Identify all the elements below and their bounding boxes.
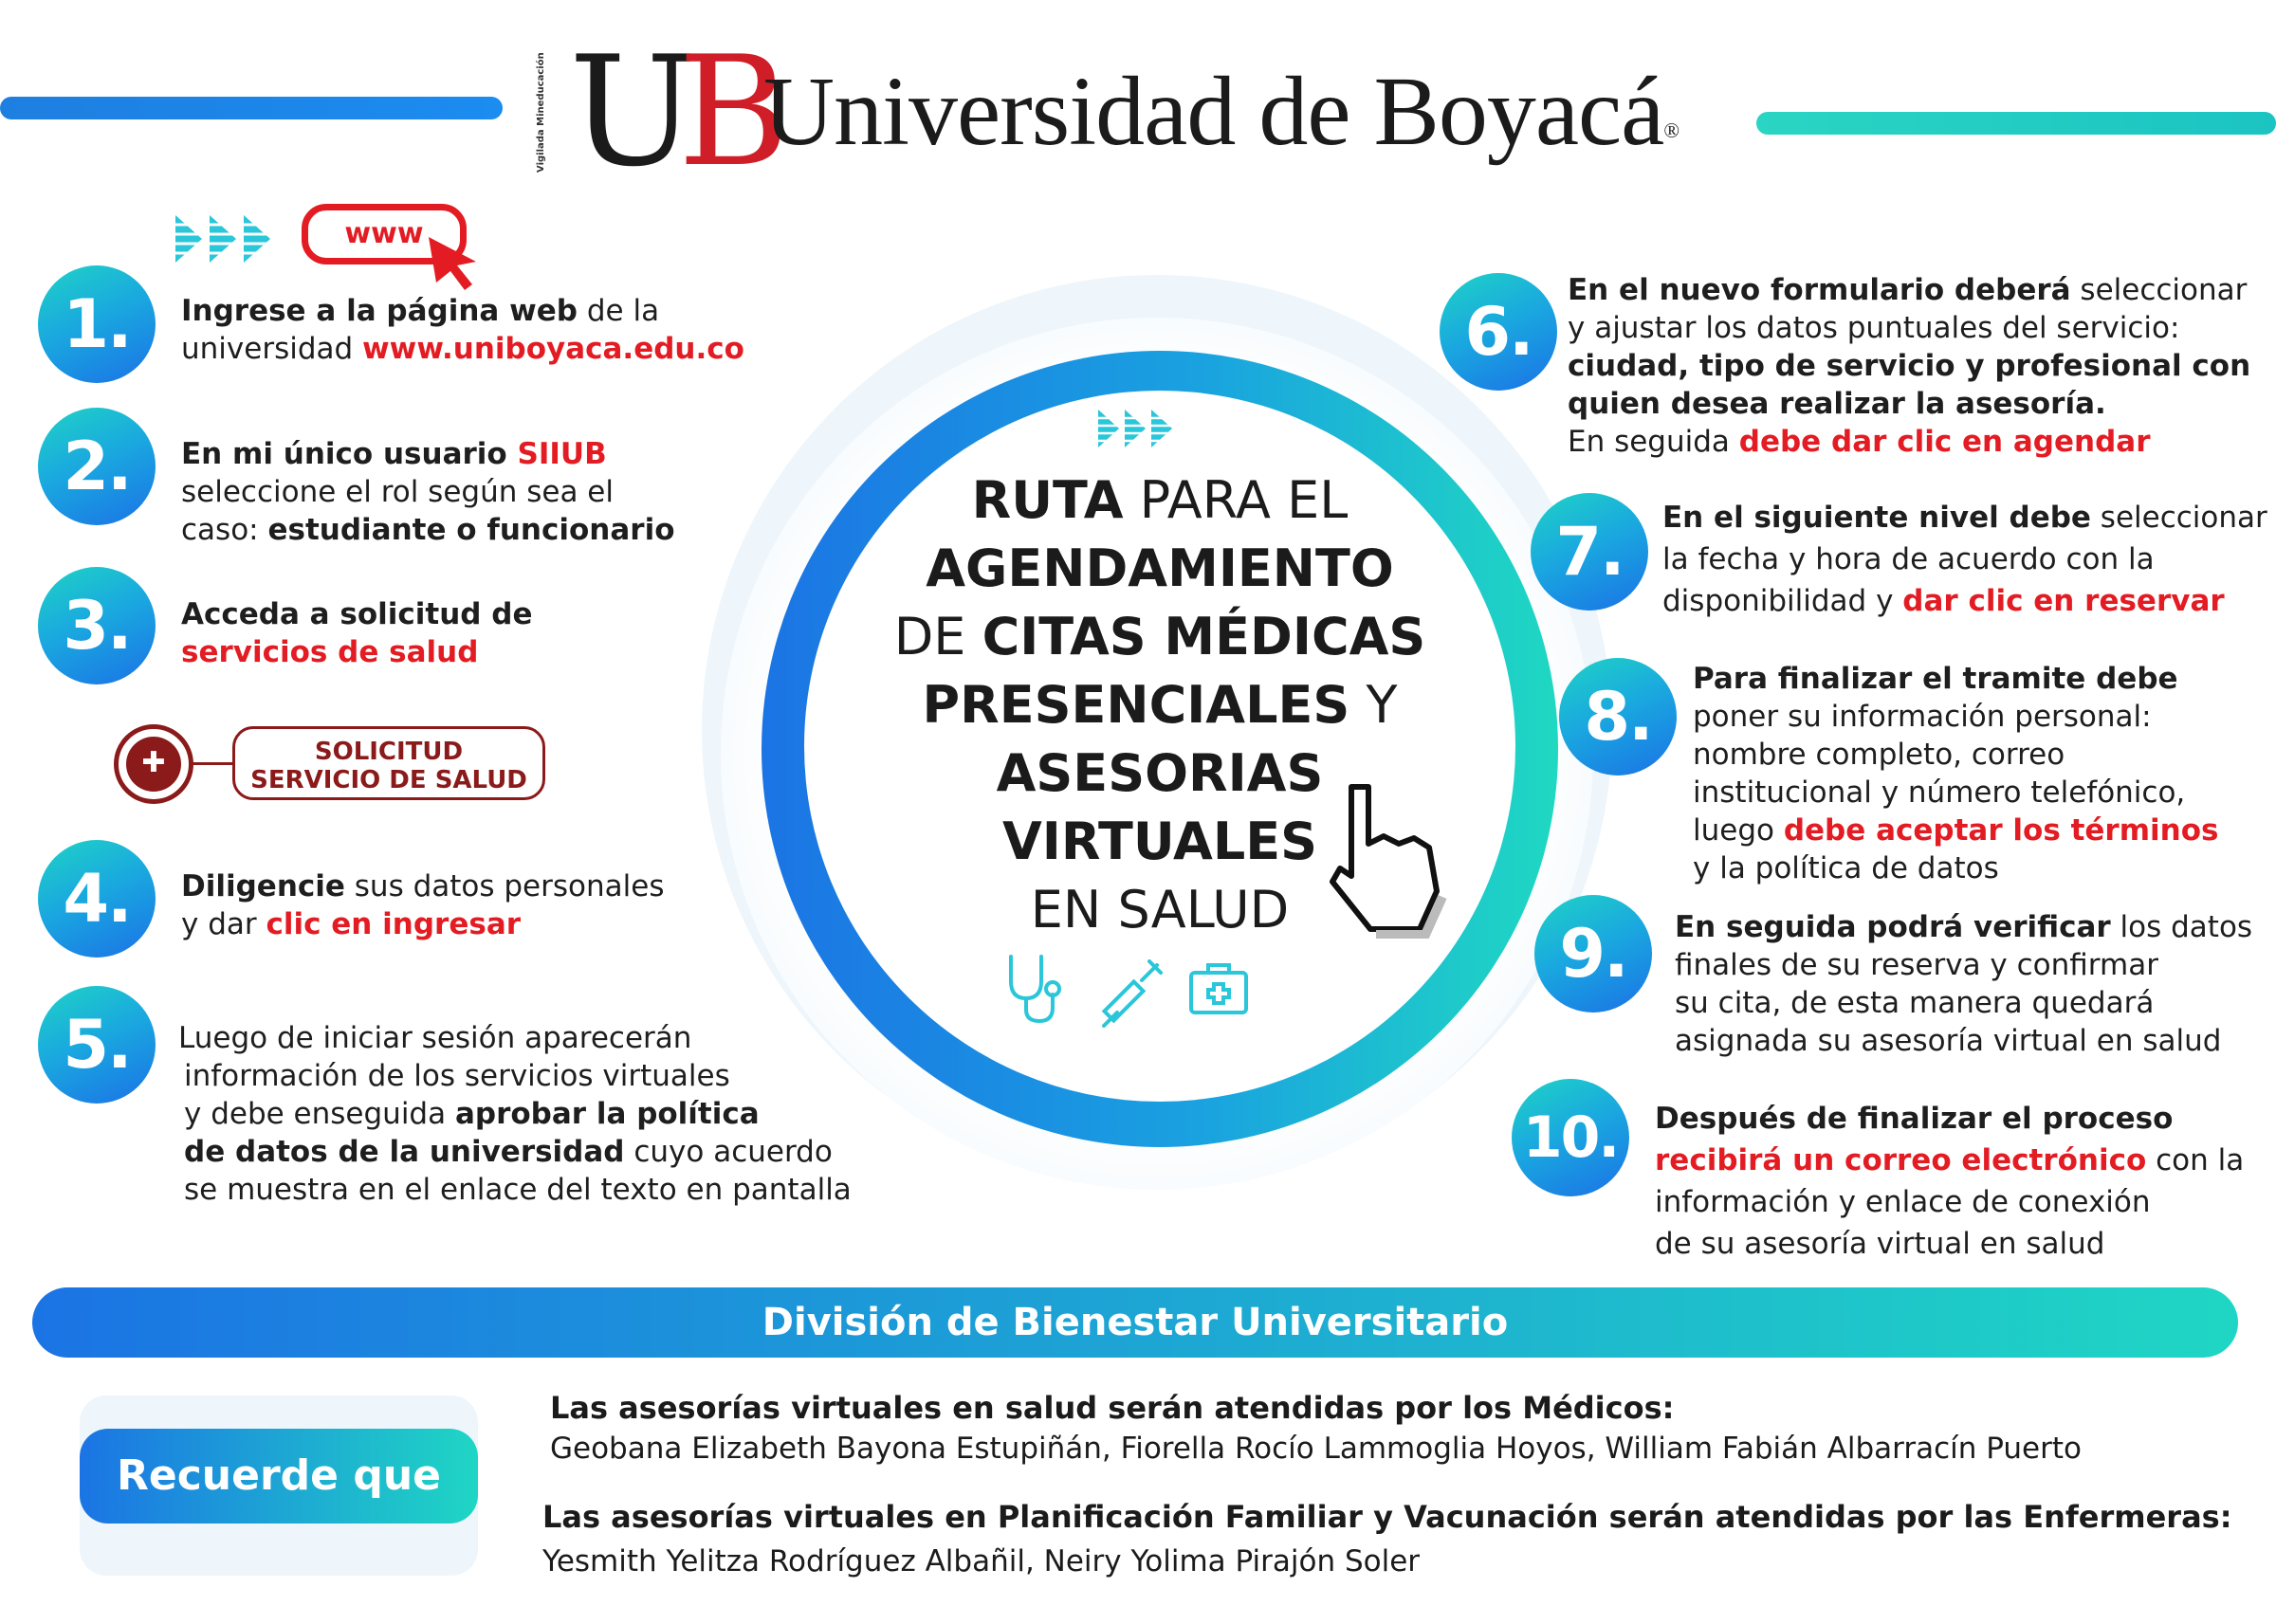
step-10-number: 10. [1512, 1079, 1629, 1196]
vigilada-label: Vigilada Mineducación [536, 52, 546, 173]
step-7-number: 7. [1531, 493, 1648, 611]
header-bar-left [0, 97, 503, 119]
medical-kit-icon: ✚ [114, 724, 193, 804]
solicitud-badge: SOLICITUD SERVICIO DE SALUD [232, 726, 545, 800]
university-name: Universidad de Boyacá® [763, 57, 1679, 166]
step-8-text: Para finalizar el tramite debe poner su información personal: nombre completo, correo institucional y número telefónico, luego debe aceptar los términos y la política de datos [1693, 662, 2219, 885]
pointing-hand-icon [1313, 777, 1465, 939]
step-4-text: Diligencie sus datos personales y dar clic en ingresar [181, 869, 665, 941]
header-bar-right [1756, 112, 2276, 135]
step-8-number: 8. [1559, 658, 1677, 776]
step-10-text: Después de finalizar el proceso recibirá un correo electrónico con la información y enlace de conexión de su asesoría virtual en salud [1655, 1102, 2245, 1261]
connector-line [190, 762, 232, 765]
recuerde-label: Recuerde que [80, 1429, 478, 1524]
title-line-7: EN SALUD [1030, 880, 1290, 940]
notes-heading-doctors: Las asesorías virtuales en salud serán atendidas por los Médicos: [550, 1390, 1675, 1426]
step-5-number: 5. [38, 986, 156, 1104]
division-banner: División de Bienestar Universitario [32, 1287, 2238, 1358]
step-6-number: 6. [1440, 273, 1557, 391]
arrows-icon [1098, 408, 1178, 449]
university-logo-mark: UB [569, 23, 771, 200]
step-6-text: En el nuevo formulario deberá seleccionar y ajustar los datos puntuales del servicio: ciudad, tipo de servicio y profesional con quien desea realizar la asesoría. En seguida debe dar clic en agendar [1568, 273, 2251, 459]
step-1-number: 1. [38, 265, 156, 383]
cursor-icon [427, 235, 484, 292]
step-2-text: En mi único usuario SIIUB seleccione el rol según sea el caso: estudiante o funcionario [181, 437, 675, 547]
syringe-icon [1100, 959, 1163, 1030]
title-line-1: RUTA PARA EL [971, 470, 1349, 530]
title-line-2: AGENDAMIENTO [926, 538, 1394, 598]
title-line-6: VIRTUALES [1001, 812, 1318, 871]
notes-doctors-names: Geobana Elizabeth Bayona Estupiñán, Fiorella Rocío Lammoglia Hoyos, William Fabián Albarracín Puerto [550, 1432, 2082, 1466]
first-aid-kit-icon [1187, 959, 1250, 1016]
title-line-5: ASESORIAS [996, 743, 1324, 803]
arrows-icon [175, 210, 280, 267]
notes-nurses-names: Yesmith Yelitza Rodríguez Albañil, Neiry Yolima Pirajón Soler [542, 1544, 1421, 1578]
notes-heading-nurses: Las asesorías virtuales en Planificación Familiar y Vacunación serán atendidas por las Enfermeras: [542, 1499, 2232, 1535]
step-9-text: En seguida podrá verificar los datos finales de su reserva y confirmar su cita, de esta manera quedará asignada su asesoría virtual en salud [1675, 910, 2253, 1058]
step-7-text: En el siguiente nivel debe seleccionar la fecha y hora de acuerdo con la disponibilidad y dar clic en reservar [1662, 501, 2267, 618]
step-9-number: 9. [1534, 895, 1652, 1013]
title-line-4: PRESENCIALES Y [922, 675, 1398, 735]
step-1-text: Ingrese a la página web de la universidad www.uniboyaca.edu.co [181, 294, 744, 366]
step-3-number: 3. [38, 567, 156, 684]
step-2-number: 2. [38, 408, 156, 525]
title-line-3: DE CITAS MÉDICAS [893, 607, 1426, 666]
stethoscope-icon [1003, 953, 1066, 1025]
step-4-number: 4. [38, 840, 156, 958]
step-5-text: Luego de iniciar sesión aparecerán información de los servicios virtuales y debe enseguida aprobar la política de datos de la universidad cuyo acuerdo se muestra en el enlace del texto en pantalla [178, 1021, 852, 1207]
www-badge: www [302, 204, 467, 265]
step-3-text: Acceda a solicitud de servicios de salud [181, 597, 533, 669]
